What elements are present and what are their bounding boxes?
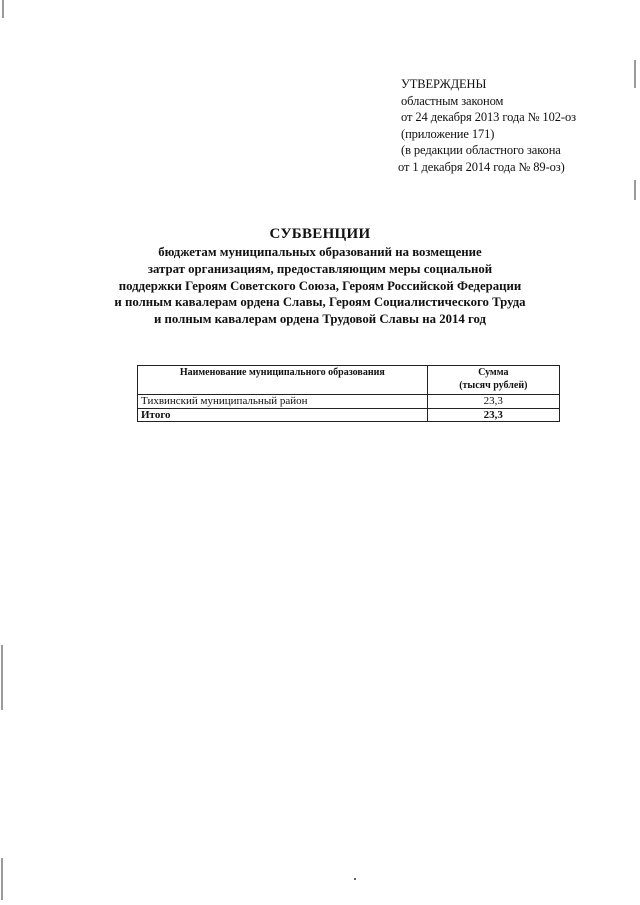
subtitle-line: поддержки Героям Советского Союза, Героям Российской Федерации [118, 278, 522, 293]
document-heading [100, 224, 540, 328]
total-row [138, 408, 560, 422]
scan-edge-left-top [2, 0, 4, 18]
scan-edge-left-bottom [1, 858, 3, 900]
approval-line: областным законом [401, 93, 504, 108]
subtitle-line: затрат организациям, предоставляющим меры социальной [147, 261, 493, 276]
table-row [138, 395, 560, 409]
approval-stamp [398, 76, 576, 175]
approval-line: от 1 декабря 2014 года № 89-оз) [398, 159, 565, 174]
header-municipality: Наименование муниципального образования [138, 366, 428, 395]
municipality-name: Тихвинский муниципальный район [138, 395, 428, 409]
total-label: Итого [138, 408, 428, 422]
scan-speck [354, 878, 356, 880]
header-sum-line2: (тысяч рублей) [459, 380, 528, 391]
approval-line: (приложение 171) [401, 126, 495, 141]
scan-edge-right [634, 180, 636, 200]
subtitle-line: и полным кавалерам ордена Славы, Героям Социалистического Труда [114, 295, 526, 310]
scan-edge-left [1, 645, 3, 710]
subventions-table [137, 365, 560, 422]
subtitle-line: и полным кавалерам ордена Трудовой Славы на 2014 год [153, 312, 486, 327]
subtitle-line: бюджетам муниципальных образований на возмещение [158, 245, 482, 259]
document-subtitle [100, 244, 540, 328]
approval-line: от 24 декабря 2013 года № 102-оз [401, 110, 576, 124]
approval-line: (в редакции областного закона [401, 143, 561, 157]
header-sum [427, 366, 559, 395]
table-header-row [138, 366, 560, 395]
document-title: СУБВЕНЦИИ [269, 226, 371, 242]
approval-line: УТВЕРЖДЕНЫ [401, 77, 487, 91]
municipality-sum: 23,3 [427, 395, 559, 409]
scan-edge-right-top [634, 60, 636, 88]
total-sum: 23,3 [427, 408, 559, 422]
header-sum-line1: Сумма [478, 367, 509, 378]
